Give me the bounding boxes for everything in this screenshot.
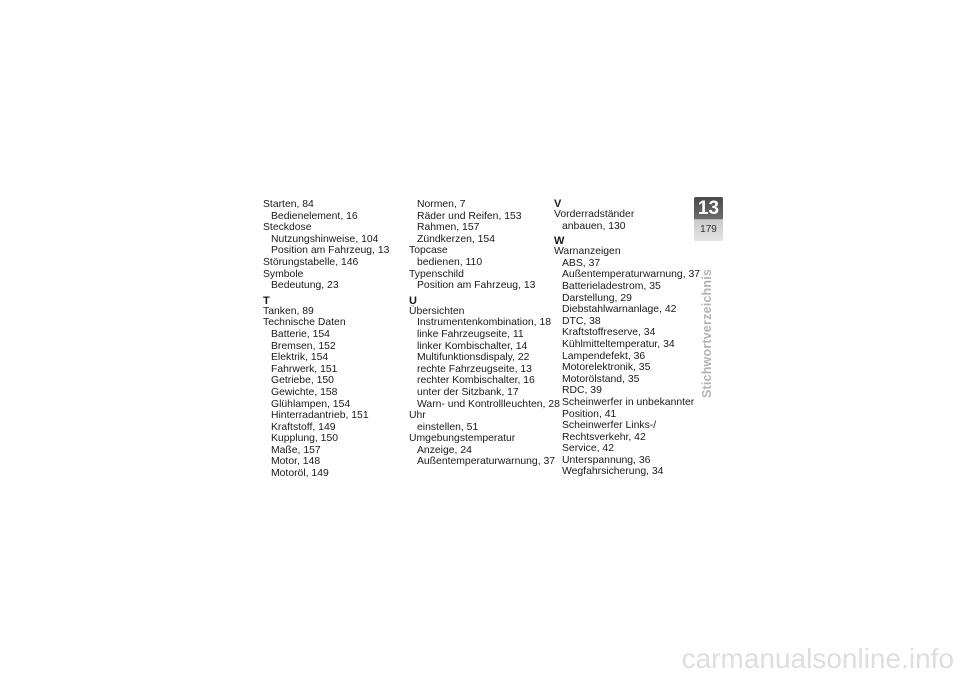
index-subentry: Hinterradantrieb, 151 [271,410,369,422]
index-subentry: RDC, 39 [562,385,602,397]
index-subentry: Scheinwerfer in unbekannter [562,396,695,408]
index-subentry: Lampendefekt, 36 [562,350,646,362]
index-subentry: Motorelektronik, 35 [562,362,651,374]
index-entry: Technische Daten [263,317,346,329]
index-entry: Umgebungstemperatur [409,433,516,445]
chapter-number: 13 [697,198,720,219]
index-subentry: Darstellung, 29 [562,292,632,304]
index-entry: Typenschild [409,268,464,280]
index-subentry: linker Kombischalter, 14 [417,340,528,352]
index-subentry: Bedeutung, 23 [271,280,339,292]
index-subentry: DTC, 38 [562,315,601,327]
index-entry: Uhr [409,410,426,422]
index-subentry: Normen, 7 [417,199,466,210]
index-subentry: Service, 42 [562,443,614,455]
index-subentry: unter der Sitzbank, 17 [417,386,519,398]
index-subentry: Kraftstoffreserve, 34 [562,327,656,339]
index-entry: Starten, 84 [263,199,314,210]
index-subentry: Warn- und Kontrollleuchten, 28 [417,398,560,410]
index-column-2 [409,199,560,468]
index-subentry: Motoröl, 149 [271,468,329,480]
index-entry: Tanken, 89 [263,305,314,317]
index-subentry: Gewichte, 158 [271,386,338,398]
index-entry: Störungstabelle, 146 [263,256,359,268]
index-subentry: Kraftstoff, 149 [271,421,336,433]
index-subentry: Bedienelement, 16 [271,210,358,222]
index-subentry: Motorölstand, 35 [562,373,640,385]
index-subentry: rechte Fahrzeugseite, 13 [417,363,532,375]
index-subentry: Instrumentenkombination, 18 [417,317,552,329]
page-number: 179 [700,224,717,235]
index-subentry: Kupplung, 150 [271,433,339,445]
index-subentry: Batterieladestrom, 35 [562,280,661,292]
index-entry: Übersichten [409,305,465,317]
section-title-vertical: Stichwortverzeichnis [700,268,714,398]
index-subentry: Anzeige, 24 [417,444,472,456]
index-subentry: Multifunktionsdispaly, 22 [417,352,530,364]
index-subentry: Position am Fahrzeug, 13 [271,245,390,257]
index-subentry: Bremsen, 152 [271,340,336,352]
watermark: carmanualsonline.info [681,643,954,674]
index-entry: Topcase [409,245,448,257]
index-subentry: Wegfahrsicherung, 34 [562,466,664,478]
index-subentry: Motor, 148 [271,456,321,468]
index-entry: Warnanzeigen [554,246,621,258]
index-subentry: Glühlampen, 154 [271,398,351,410]
index-subentry: Position, 41 [562,408,617,420]
index-subentry: Position am Fahrzeug, 13 [417,280,536,292]
index-subentry: Zündkerzen, 154 [417,233,495,245]
index-subentry: Rahmen, 157 [417,222,480,234]
index-subentry: Scheinwerfer Links-/ [562,420,657,432]
index-subentry: ABS, 37 [562,257,601,269]
chapter-tab [694,197,723,241]
index-subentry: Nutzungshinweise, 104 [271,233,379,245]
index-subentry: anbauen, 130 [562,220,626,232]
index-subentry: Getriebe, 150 [271,375,334,387]
index-column-1 [263,199,403,480]
index-entry: Vorderradständer [554,209,635,220]
index-subentry: Räder und Reifen, 153 [417,210,522,222]
index-subentry: Rechtsverkehr, 42 [562,431,646,443]
index-letter-heading: T [263,294,270,307]
index-subentry: Kühlmitteltemperatur, 34 [562,338,675,350]
index-subentry: Batterie, 154 [271,328,330,340]
index-subentry: Außentemperaturwarnung, 37 [417,456,556,468]
index-column-3 [554,198,701,478]
index-subentry: Unterspannung, 36 [562,454,651,466]
index-subentry: Maße, 157 [271,444,321,456]
index-subentry: rechter Kombischalter, 16 [417,375,535,387]
index-subentry: einstellen, 51 [417,421,479,433]
index-subentry: linke Fahrzeugseite, 11 [417,328,524,340]
index-subentry: bedienen, 110 [417,256,483,268]
index-letter-heading: V [554,198,562,210]
index-subentry: Außentemperaturwarnung, 37 [562,269,701,281]
index-entry: Steckdose [263,222,312,234]
index-letter-heading: W [554,235,565,248]
index-subentry: Diebstahlwarnanlage, 42 [562,304,677,316]
index-letter-heading: U [409,294,417,307]
index-entry: Symbole [263,268,304,280]
index-subentry: Fahrwerk, 151 [271,363,338,375]
index-subentry: Elektrik, 154 [271,352,329,364]
